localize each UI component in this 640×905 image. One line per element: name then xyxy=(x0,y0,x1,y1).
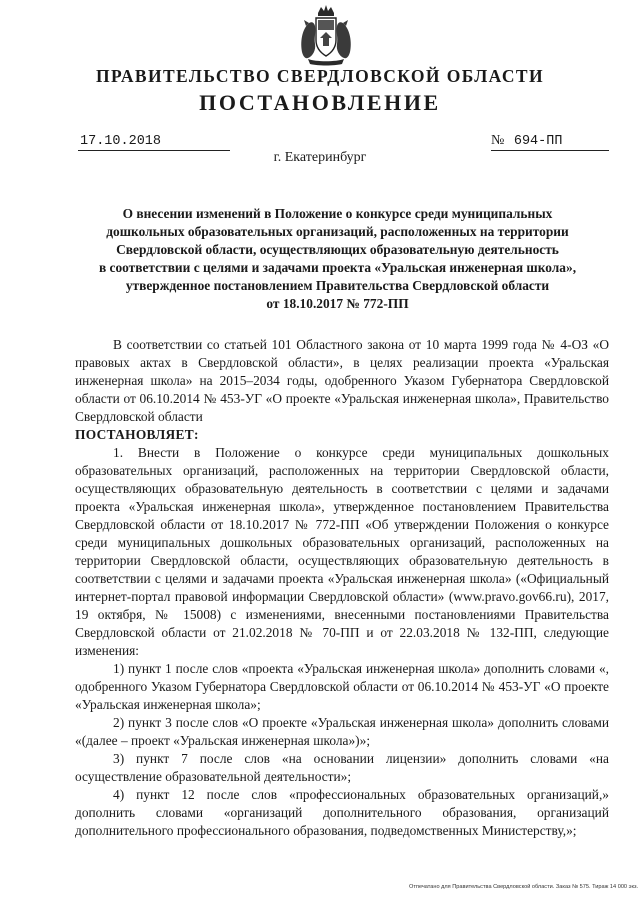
document-date: 17.10.2018 xyxy=(78,134,230,151)
title-line: от 18.10.2017 № 772-ПП xyxy=(266,296,409,311)
document-type: ПОСТАНОВЛЕНИЕ xyxy=(199,90,441,115)
list-item: 2) пункт 3 после слов «О проекте «Уральская инженерная школа» дополнить словами «(далее – проект «Уральская инженерная школа»)»; xyxy=(75,715,609,748)
title-line: дошкольных образовательных организаций, расположенных на территории xyxy=(106,224,569,239)
number-sign: № xyxy=(491,133,505,148)
title-line: утвержденное постановлением Правительства Свердловской области xyxy=(125,278,550,293)
preamble: В соответствии со статьей 101 Областного закона от 10 марта 1999 года № 4-ОЗ «О правовых актах в Свердловской области», в целях реализации проекта «Уральская инженерная школа» на 2015–2034 годы, одобренного Указом Губернатора Свердловской области от 06.10.2014 № 453-УГ «О проекте «Уральская инженерная школа», Правительство Свердловской области xyxy=(75,337,609,424)
list-item: 4) пункт 12 после слов «профессиональных образовательных организаций,» дополнить словами «организаций дополнительного образования, организаций дополнительного профессионального образования, подведомственных Министерству,»; xyxy=(75,787,609,838)
document-title xyxy=(60,205,615,313)
organization-name: ПРАВИТЕЛЬСТВО СВЕРДЛОВСКОЙ ОБЛАСТИ xyxy=(96,66,544,86)
list-item: 1) пункт 1 после слов «проекта «Уральская инженерная школа» дополнить словами «, одобренного Указом Губернатора Свердловской области от 06.10.2014 № 453-УГ «О проекте «Уральская инженерная школа»; xyxy=(75,661,609,712)
city: г. Екатеринбург xyxy=(273,150,367,165)
paragraph-1: 1. Внести в Положение о конкурсе среди муниципальных дошкольных образовательных организаций, расположенных на территории Свердловской области, осуществляющих образовательную деятельность в соответствии с целями и задачами проекта «Уральская инженерная школа», утвержденное постановлением Правительства Свердловской области от 18.10.2017 № 772-ПП «Об утверждении Положения о конкурсе среди муниципальных дошкольных образовательных организаций, расположенных на территории Свердловской области, осуществляющих образовательную деятельность в соответствии с целями и задачами проекта «Уральская инженерная школа» («Официальный интернет-портал правовой информации Свердловской области» (www.pravo.gov66.ru), 2017, 19 октября, № 15008) с изменениями, внесенными постановлениями Правительства Свердловской области от 21.02.2018 № 70-ПП и от 22.03.2018 № 132-ПП, следующие изменения: xyxy=(75,445,609,658)
title-line: в соответствии с целями и задачами проекта «Уральская инженерная школа», xyxy=(98,260,577,275)
coat-of-arms-icon xyxy=(298,4,354,66)
decree-word: ПОСТАНОВЛЯЕТ: xyxy=(75,427,199,442)
print-footnote: Отпечатано для Правительства Свердловской области. Заказ № 575. Тираж 14 000 экз. xyxy=(409,884,639,890)
document-number xyxy=(491,133,609,151)
title-line: Свердловской области, осуществляющих образовательную деятельность xyxy=(116,242,559,257)
list-item: 3) пункт 7 после слов «на основании лицензии» дополнить словами «на осуществление образовательной деятельности»; xyxy=(75,751,609,784)
title-line: О внесении изменений в Положение о конкурсе среди муниципальных xyxy=(122,206,553,221)
number-value: 694-ПП xyxy=(513,134,563,149)
document-body xyxy=(75,336,609,840)
